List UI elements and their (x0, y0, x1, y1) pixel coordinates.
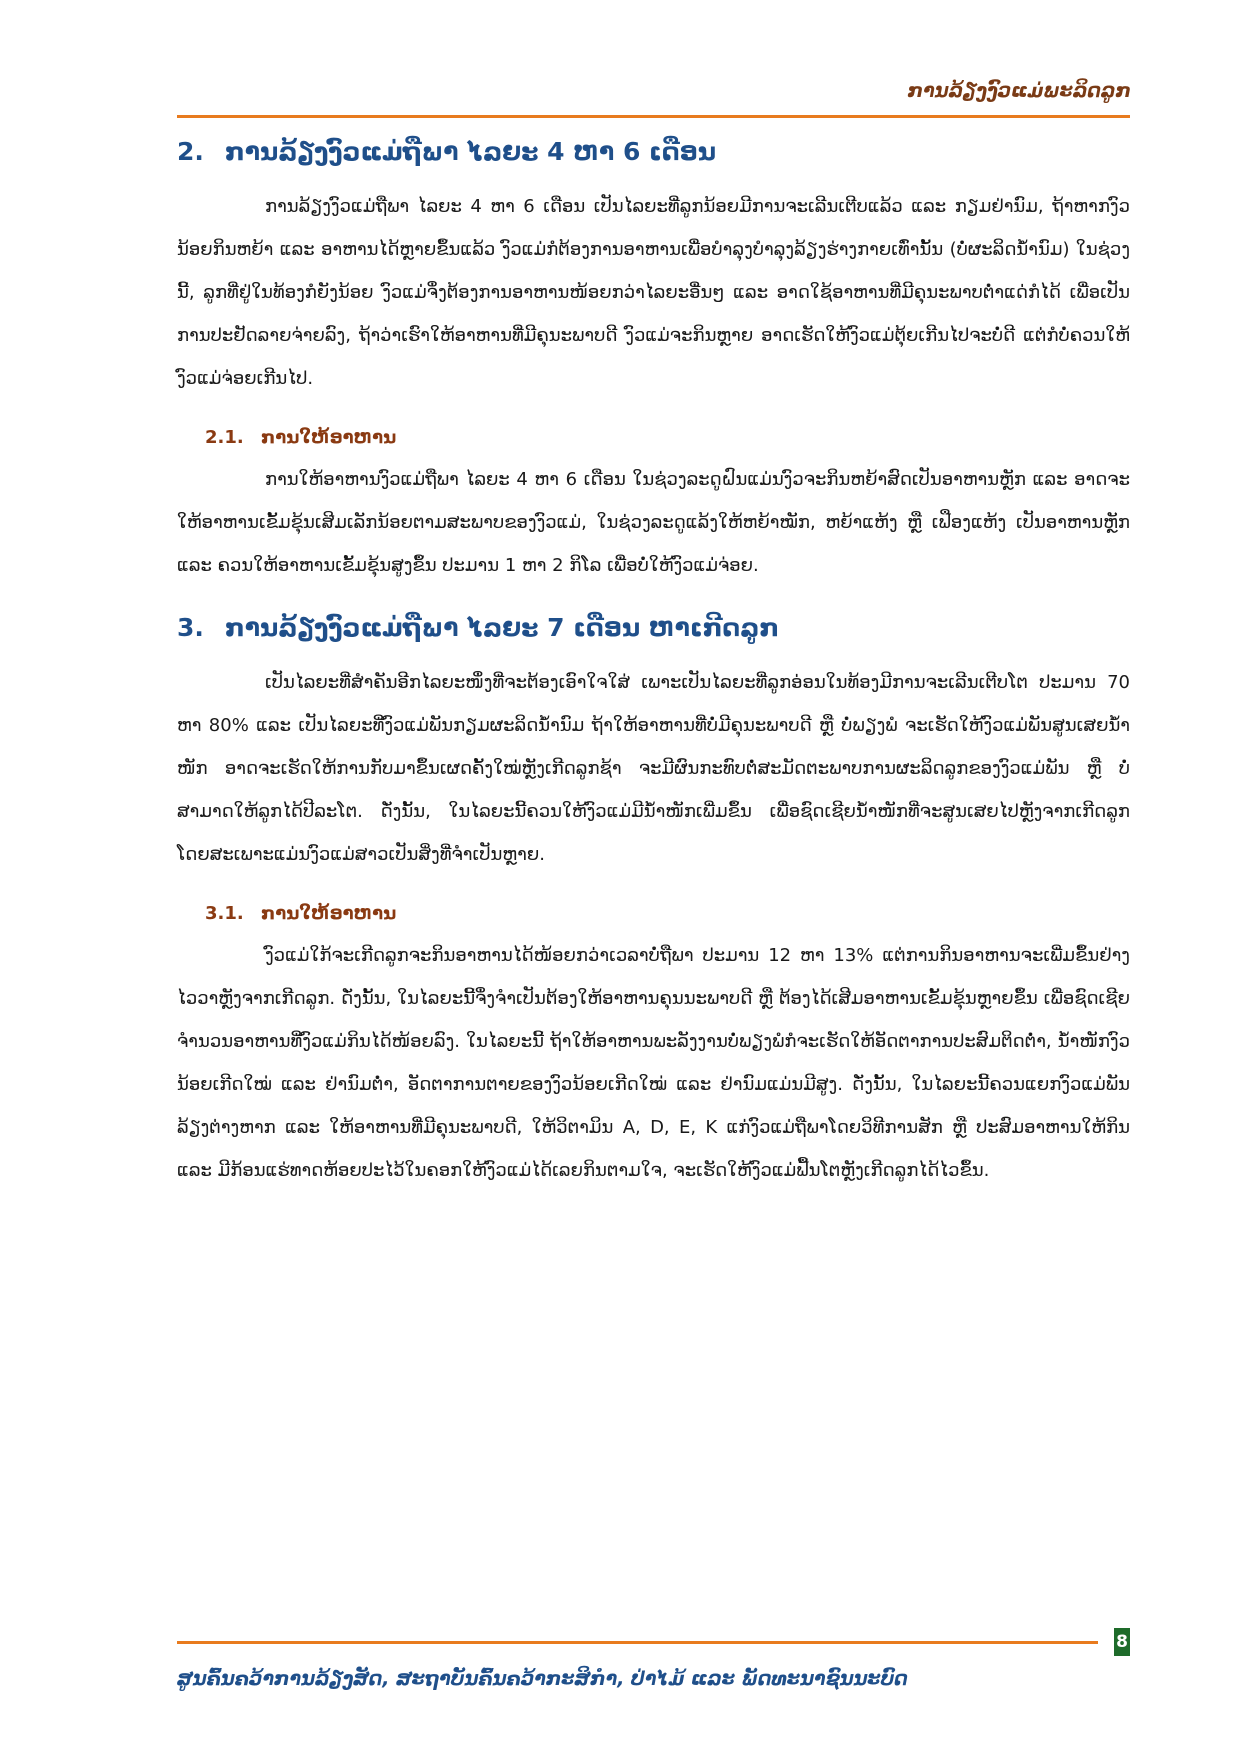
section-title: ການລ້ຽງງົວແມ່ຖືພາ ໄລຍະ 4 ຫາ 6 ເດືອນ (225, 137, 716, 166)
section-2-1-paragraph: ການໃຫ້ອາຫານງົວແມ່ຖືພາ ໄລຍະ 4 ຫາ 6 ເດືອນ ໃນຊ່ວງລະດູຝົນແມ່ນງົວຈະກິນຫຍ້າສົດເປັນອາຫານຫຼັກ ແລະ ອາດຈະໃຫ້ອາຫານເຂັ້ມຂຸ້ນເສີມເລັກນ້ອຍຕາມສະພາບຂອງງົວແມ່, ໃນຊ່ວງລະດູແລ້ງໃຫ້ຫຍ້າໝັກ, ຫຍ້າແຫ້ງ ຫຼື ເຟືອງແຫ້ງ ເປັນອາຫານຫຼັກ ແລະ ຄວນໃຫ້ອາຫານເຂັ້ມຂຸ້ນສູງຂຶ້ນ ປະມານ 1 ຫາ 2 ກິໂລ ເພື່ອບໍ່ໃຫ້ງົວແມ່ຈ່ອຍ. (177, 469, 1130, 576)
section-2-1-heading (205, 424, 1130, 452)
footer-divider (177, 1641, 1098, 1644)
section-3-heading (177, 609, 1130, 647)
subsection-title: ການໃຫ້ອາຫານ (261, 903, 397, 924)
section-title: ການລ້ຽງງົວແມ່ຖືພາ ໄລຍະ 7 ເດືອນ ຫາເກີດລູກ (225, 613, 780, 642)
section-2-paragraph: ການລ້ຽງງົວແມ່ຖືພາ ໄລຍະ 4 ຫາ 6 ເດືອນ ເປັນໄລຍະທີ່ລູກນ້ອຍມີການຈະເລີນເຕີບແລ້ວ ແລະ ກຽມຢ່ານົມ, ຖ້າຫາກງົວນ້ອຍກິນຫຍ້າ ແລະ ອາຫານໄດ້ຫຼາຍຂຶ້ນແລ້ວ ງົວແມ່ກໍຕ້ອງການອາຫານເພື່ອບຳລຸງບໍາລຸງລ້ຽງຮ່າງກາຍເທົ່ານັ້ນ (ບໍ່ຜະລິດນ້ຳນົມ) ໃນຊ່ວງນີ້, ລູກທີ່ຢູ່ໃນທ້ອງກໍຍັງນ້ອຍ ງົວແມ່ຈຶ່ງຕ້ອງການອາຫານໜ້ອຍກວ່າໄລຍະອື່ນໆ ແລະ ອາດໃຊ້ອາຫານທີ່ມີຄຸນະພາບຕ່ຳແດ່ກໍໄດ້ ເພື່ອເປັນການປະຢັດລາຍຈ່າຍລົງ, ຖ້າວ່າເຮົາໃຫ້ອາຫານທີ່ມີຄຸນະພາບດີ ງົວແມ່ຈະກິນຫຼາຍ ອາດເຮັດໃຫ້ງົວແມ່ຕຸ້ຍເກີນໄປຈະບໍ່ດີ ແຕ່ກໍບໍ່ຄວນໃຫ້ງົວແມ່ຈ່ອຍເກີນໄປ. (177, 196, 1130, 389)
section-2-heading (177, 133, 1130, 171)
subsection-number: 3.1. (205, 903, 244, 924)
running-header: ການລ້ຽງງົວແມ່ພະລິດລູກ (907, 80, 1131, 102)
subsection-number: 2.1. (205, 427, 244, 448)
section-number: 2. (177, 137, 204, 166)
page-body (177, 125, 1130, 1202)
footer-institution: ສູນຄົ້ນຄວ້າການລ້ຽງສັດ, ສະຖາບັນຄົ້ນຄວ້າກະສິກຳ, ປ່າໄມ້ ແລະ ພັດທະນາຊົນນະບົດ (177, 1668, 908, 1690)
section-3-paragraph: ເປັນໄລຍະທີ່ສຳຄັນອີກໄລຍະໜຶ່ງທີ່ຈະຕ້ອງເອົາໃຈໃສ່ ເພາະເປັນໄລຍະທີ່ລູກອ່ອນໃນທ້ອງມີການຈະເລີນເຕີບໂຕ ປະມານ 70 ຫາ 80% ແລະ ເປັນໄລຍະທີ່ງົວແມ່ພັນກຽມຜະລິດນ້ຳນົມ ຖ້າໃຫ້ອາຫານທີ່ບໍ່ມີຄຸນະພາບດີ ຫຼື ບໍ່ພຽງພໍ ຈະເຮັດໃຫ້ງົວແມ່ພັນສູນເສຍນ້ຳໜັກ ອາດຈະເຮັດໃຫ້ການກັບມາຂຶ້ນເຜດຄັ້ງໃໝ່ຫຼັງເກີດລູກຊ້າ ຈະມີຜົນກະທົບຕໍ່ສະມັດຕະພາບການຜະລິດລູກຂອງງົວແມ່ພັນ ຫຼື ບໍ່ສາມາດໃຫ້ລູກໄດ້ປີລະໂຕ. ດັ່ງນັ້ນ, ໃນໄລຍະນີ້ຄວນໃຫ້ງົວແມ່ມີນ້ຳໜັກເພີ່ມຂຶ້ນ ເພື່ອຊົດເຊີຍນ້ຳໜັກທີ່ຈະສູນເສຍໄປຫຼັງຈາກເກີດລູກ ໂດຍສະເພາະແມ່ນງົວແມ່ສາວເປັນສິ່ງທີ່ຈຳເປັນຫຼາຍ. (177, 672, 1130, 865)
section-3-1-heading (205, 900, 1130, 928)
page-number-badge: 8 (1114, 1628, 1130, 1656)
section-3-1-paragraph: ງົວແມ່ໃກ້ຈະເກີດລູກຈະກິນອາຫານໄດ້ໜ້ອຍກວ່າເວລາບໍ່ຖືພາ ປະມານ 12 ຫາ 13% ແຕ່ການກິນອາຫານຈະເພີ່ມຂຶ້ນຢ່າງໄວວາຫຼັງຈາກເກີດລູກ. ດັ່ງນັ້ນ, ໃນໄລຍະນີ້ຈຶ່ງຈຳເປັນຕ້ອງໃຫ້ອາຫານຄຸນນະພາບດີ ຫຼື ຕ້ອງໄດ້ເສີມອາຫານເຂັ້ມຂຸ້ນຫຼາຍຂຶ້ນ ເພື່ອຊົດເຊີຍຈຳນວນອາຫານທີ່ງົວແມ່ກິນໄດ້ໜ້ອຍລົງ. ໃນໄລຍະນີ້ ຖ້າໃຫ້ອາຫານພະລັງງານບໍ່ພຽງພໍກໍຈະເຮັດໃຫ້ອັດຕາການປະສົມຕິດຕ່ຳ, ນ້ຳໜັກງົວນ້ອຍເກີດໃໝ່ ແລະ ຢ່ານົມຕ່ຳ, ອັດຕາການຕາຍຂອງງົວນ້ອຍເກີດໃໝ່ ແລະ ຢ່ານົມແມ່ນມີສູງ. ດັ່ງນັ້ນ, ໃນໄລຍະນີ້ຄວນແຍກງົວແມ່ພັນລ້ຽງຕ່າງຫາກ ແລະ ໃຫ້ອາຫານທີ່ມີຄຸນະພາບດີ, ໃຫ້ວິຕາມິນ A, D, E, K ແກ່ງົວແມ່ຖືພາໂດຍວິທີການສັກ ຫຼື ປະສົມອາຫານໃຫ້ກິນ ແລະ ມີກ້ອນແຮ່ທາດຫ້ອຍປະໄວ້ໃນຄອກໃຫ້ງົວແມ່ໄດ້ເລຍກິນຕາມໃຈ, ຈະເຮັດໃຫ້ງົວແມ່ຟື້ນໂຕຫຼັງເກີດລູກໄດ້ໄວຂຶ້ນ. (177, 945, 1130, 1181)
section-number: 3. (177, 613, 204, 642)
header-divider (177, 115, 1130, 118)
subsection-title: ການໃຫ້ອາຫານ (261, 427, 397, 448)
